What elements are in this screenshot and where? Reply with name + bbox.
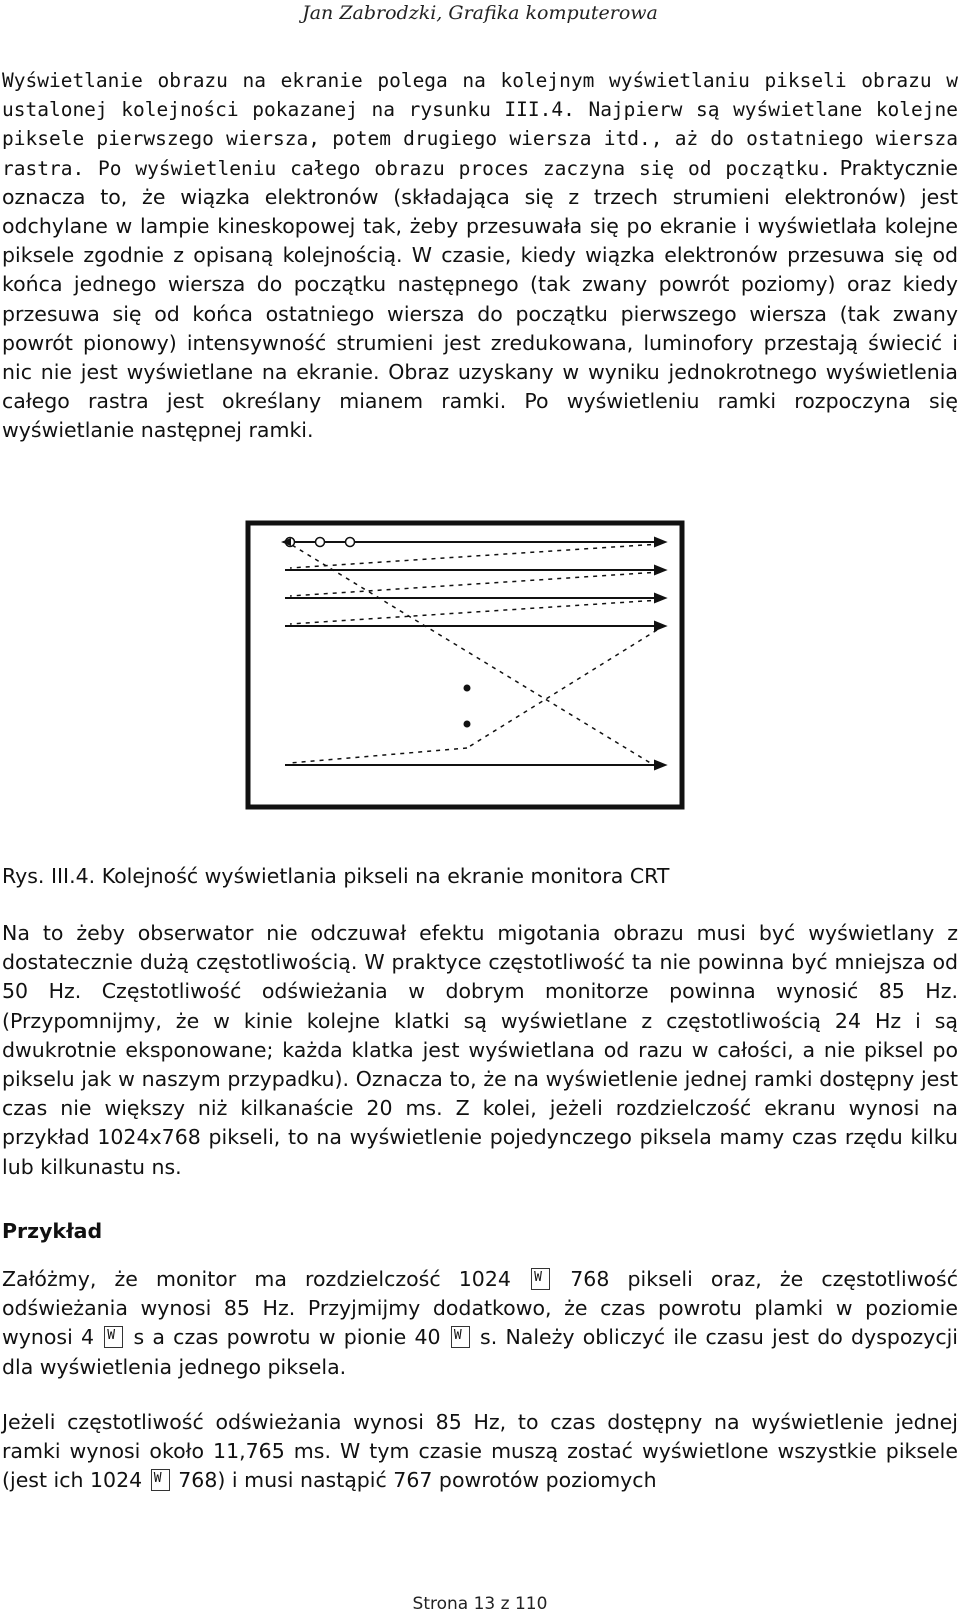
page-footer: Strona 13 z 110 xyxy=(412,1594,548,1614)
paragraph-refresh: Na to żeby obserwator nie odczuwał efektu migotania obrazu musi być wyświetlany z dostatecznie dużą częstotliwością. W praktyce częstotliwość ta nie powinna być mniejsza od 50 Hz. Częstotliwość odświeżania w dobrym monitorze powinna wynosić 85 Hz. (Przypomnijmy, że w kinie kolejne klatki są wyświetlane z częstotliwością 24 Hz i są dwukrotnie eksponowane; każda klatka jest wyświetlana od razu w całości, a nie piksel po pikselu jak w naszym przypadku). Oznacza to, że na wyświetlenie jednej ramki dostępny jest czas nie większy niż kilkanaście 20 ms. Z kolei, jeżeli rozdzielczość ekranu wynosi na przykład 1024x768 pikseli, to na wyświetlenie pojedynczego piksela mamy czas rzędu kilku lub kilkunastu ns. xyxy=(2,921,958,1179)
example-text-a: Załóżmy, że monitor ma rozdzielczość 1024 xyxy=(2,1267,511,1291)
paragraph-intro-first-part: Wyświetlanie obrazu na ekranie polega na kolejnym wyświetlaniu pikseli obrazu w ustalonej kolejności pokazanej na rysunku III.4. Najpierw są wyświetlane kolejne piksele pierwszego wiersza, potem drugiego wiersza itd., aż do ostatniego wiersza rastra. Po wyświetleniu całego obrazu proces zaczyna się od początku. xyxy=(2,69,958,180)
paragraph-intro xyxy=(2,66,958,446)
paragraph-example xyxy=(2,1265,958,1382)
pixel-dot-3 xyxy=(346,538,355,547)
horizontal-retrace-2 xyxy=(290,572,660,596)
horizontal-retrace-5 xyxy=(290,748,467,763)
horizontal-retrace-4 xyxy=(467,630,657,748)
solution-text-a: Jeżeli częstotliwość odświeżania wynosi 85 Hz, to czas dostępny na wyświetlenie jednej ramki wynosi około 11,765 ms. W tym czasie muszą zostać wyświetlone wszystkie piksele (jest ich 1024 xyxy=(2,1410,958,1493)
example-text-c: s a czas powrotu w pionie 40 xyxy=(133,1325,441,1350)
paragraph-intro-second-part: Praktycznie oznacza to, że wiązka elektronów (składająca się z trzech strumieni elektronów) jest odchylane w lampie kineskopowej tak, żeby przesuwała się po ekranie i wyświetlała kolejne piksele zgodnie z opisaną kolejnością. W czasie, kiedy wiązka elektronów przesuwa się od końca jednego wiersza do początku następnego (tak zwany powrót poziomy) oraz kiedy przesuwa się od końca ostatniego wiersza do początku pierwszego wiersza (tak zwany powrót pionowy) intensywność strumieni jest zredukowana, luminofory przestają świecić i nic nie jest wyświetlane na ekranie. Obraz uzyskany w wyniku jednokrotnego wyświetlenia całego rastra jest określany mianem ramki. Po wyświetleniu ramki rozpoczyna się wyświetlanie następnej ramki. xyxy=(2,155,959,443)
continuation-dot-2 xyxy=(464,721,471,728)
figure-caption: Rys. III.4. Kolejność wyświetlania pikseli na ekranie monitora CRT xyxy=(2,864,670,888)
missing-symbol-icon xyxy=(531,1268,550,1290)
horizontal-retrace-3 xyxy=(290,600,660,624)
crt-scan-diagram xyxy=(245,520,685,810)
scan-arrow-4 xyxy=(655,622,665,630)
example-text-b: 768 pikseli oraz, że częstotliwość odświeżania wynosi 85 Hz. Przyjmijmy dodatkowo, że czas powrotu plamki w poziomie wynosi 4 xyxy=(2,1267,958,1350)
continuation-dot-1 xyxy=(464,685,471,692)
pixel-dot-2 xyxy=(316,538,325,547)
example-heading: Przykład xyxy=(2,1219,103,1243)
scan-arrow-last xyxy=(655,761,665,769)
example-text-d: s. Należy obliczyć ile czasu jest do dyspozycji dla wyświetlenia jednego piksela. xyxy=(2,1325,958,1379)
paragraph-solution xyxy=(2,1408,958,1496)
solution-text-b: 768) i musi nastąpić 767 powrotów poziomych xyxy=(178,1468,657,1493)
missing-symbol-icon xyxy=(104,1326,123,1348)
missing-symbol-icon xyxy=(451,1326,470,1348)
horizontal-retrace-1 xyxy=(290,544,660,568)
missing-symbol-icon xyxy=(151,1469,170,1491)
vertical-retrace xyxy=(287,542,657,767)
page-header: Jan Zabrodzki, Grafika komputerowa xyxy=(302,2,658,24)
